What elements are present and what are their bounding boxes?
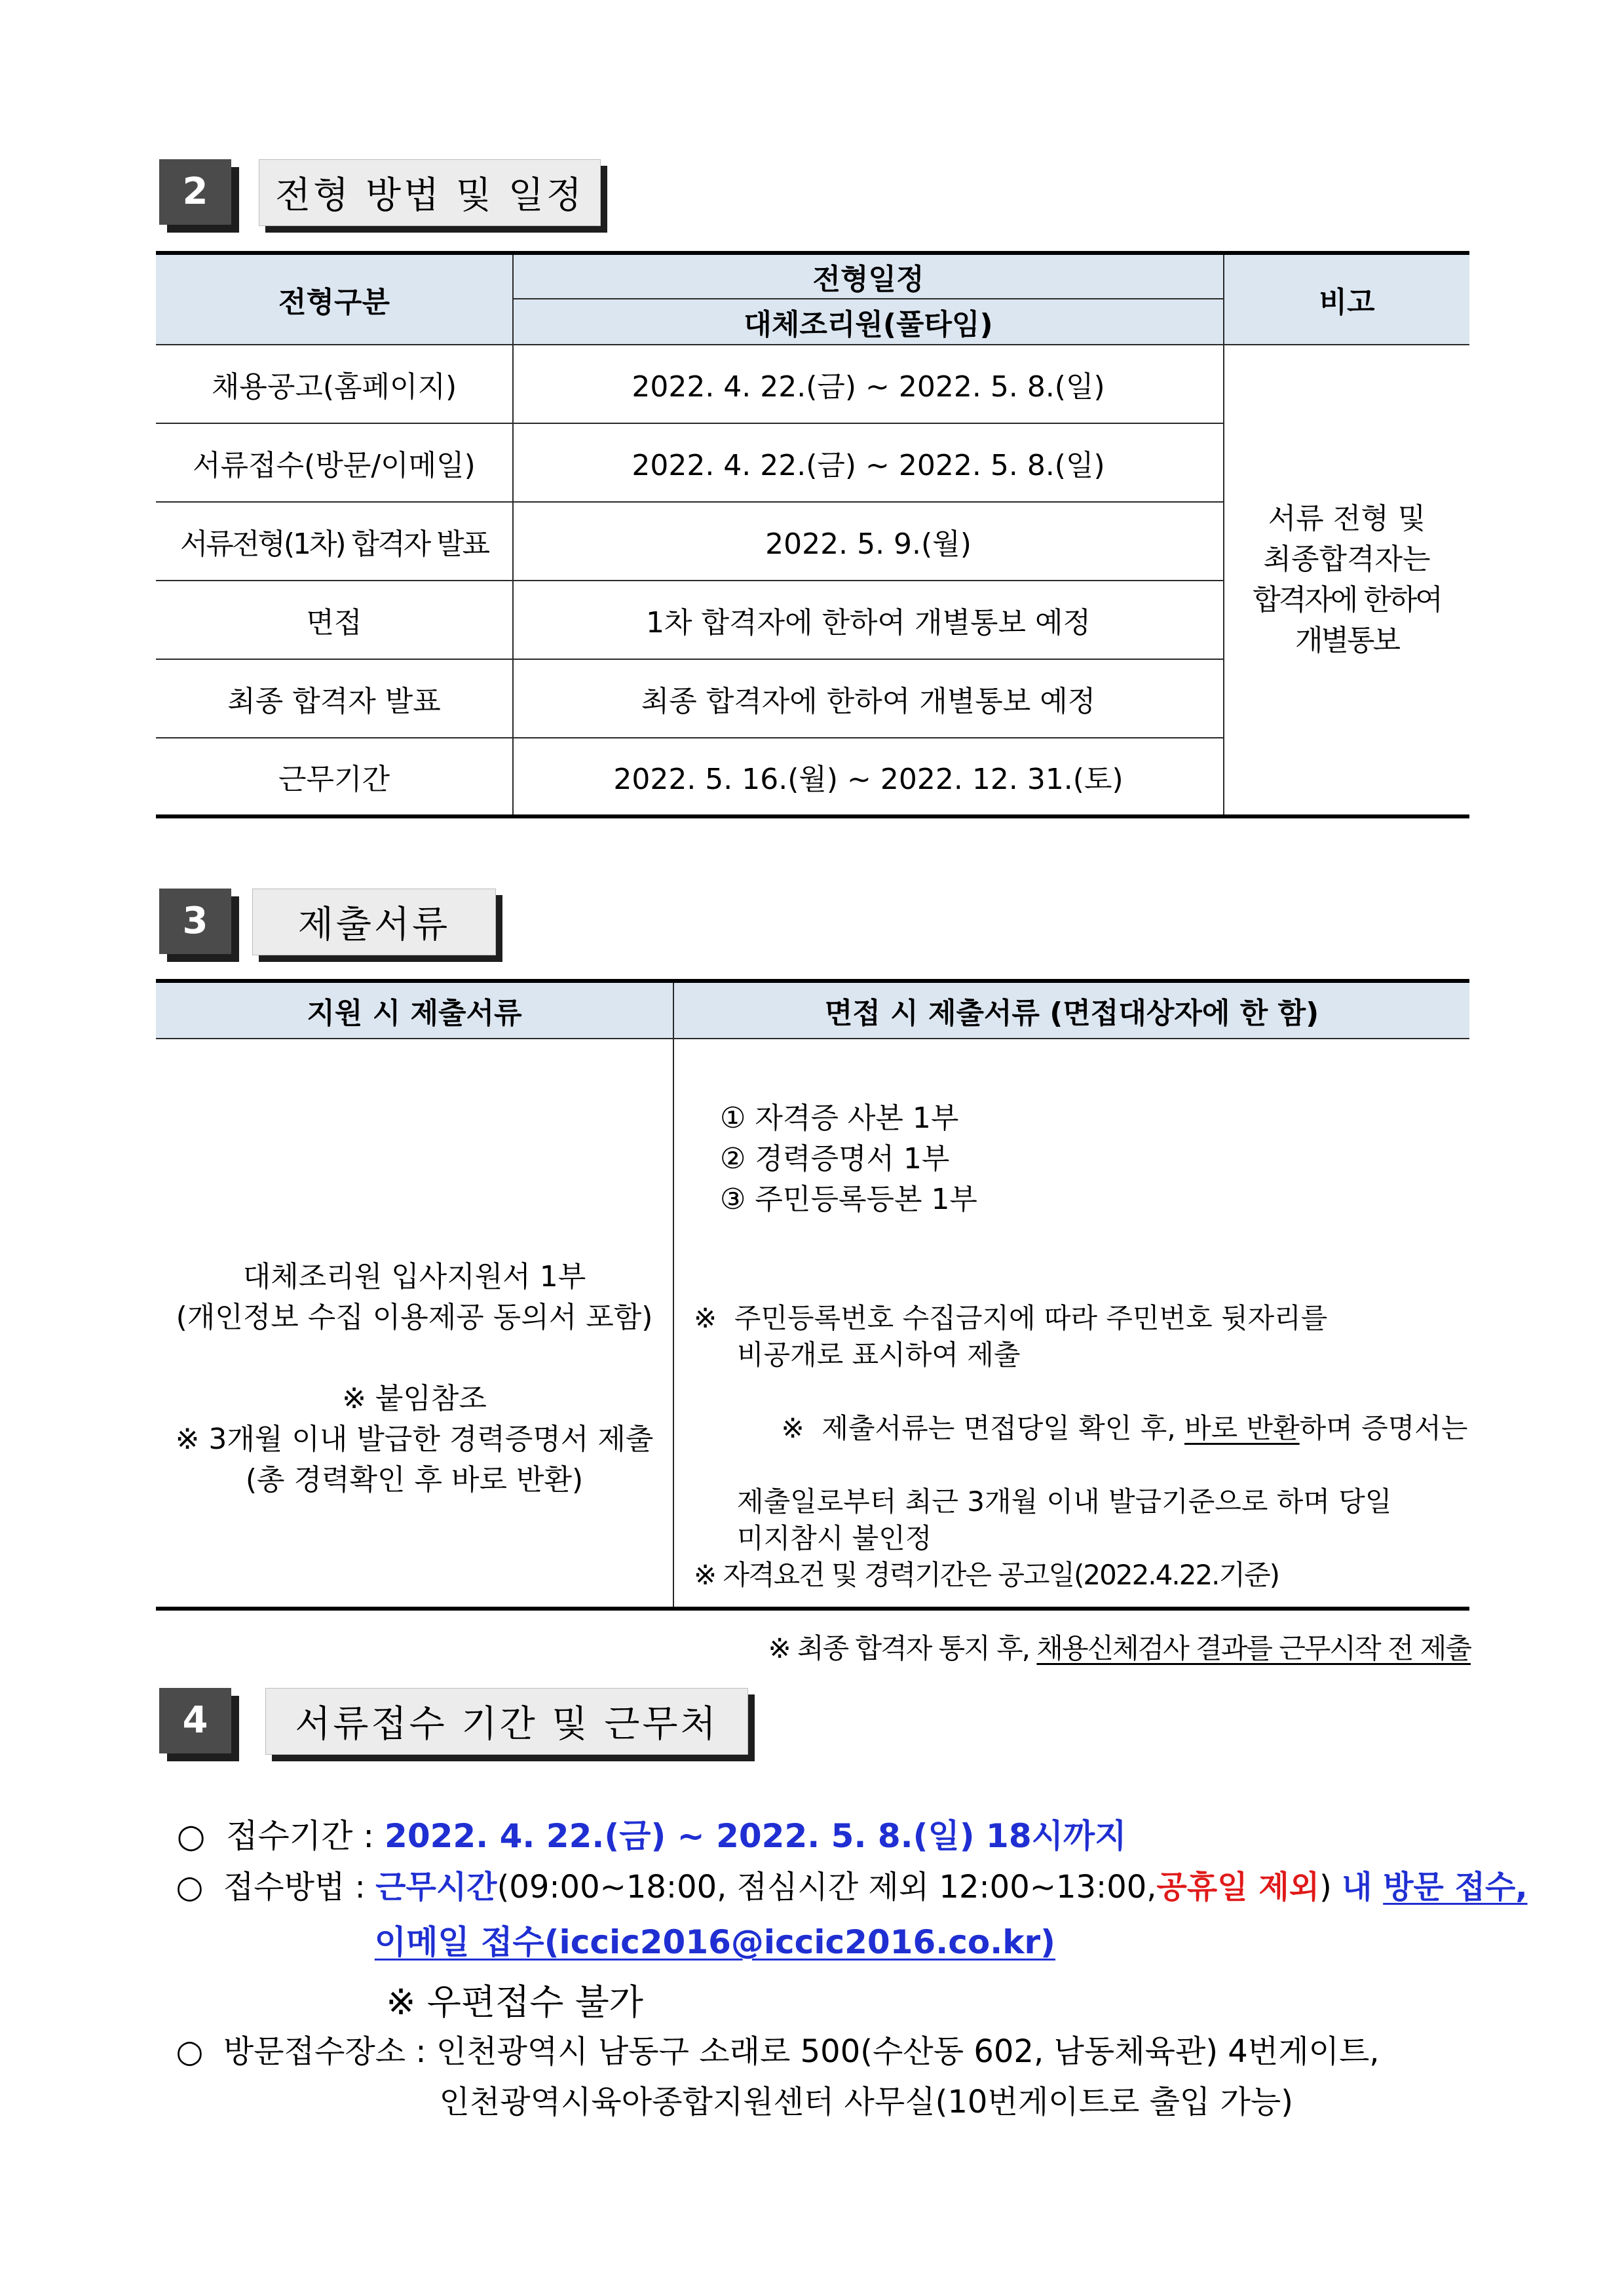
col-header-note: 비고 xyxy=(1224,253,1469,345)
method-note: ※ 우편접수 불가 xyxy=(386,1981,643,2023)
place-line-2 xyxy=(419,2040,1293,2122)
stage-cell: 서류전형(1차) 합격자 발표 xyxy=(156,502,513,581)
doc-note: 비공개로 표시하여 제출 xyxy=(737,1339,1021,1371)
apply-line: ※ 3개월 이내 발급한 경력증명서 제출 xyxy=(175,1423,654,1456)
place-line1: 인천광역시 남동구 소래로 500(수산동 602, 남동체육관) 4번게이트, xyxy=(436,2033,1380,2070)
section4-title xyxy=(265,1688,748,1755)
apply-line: ※ 붙임참조 xyxy=(342,1382,487,1415)
stage-cell: 근무기간 xyxy=(156,738,513,816)
method-label: ○ 접수방법 : xyxy=(176,1869,376,1905)
doc-note-text: ※ 최종 합격자 통지 후, xyxy=(768,1632,1037,1664)
apply-line xyxy=(156,1338,673,1379)
col-header-stage: 전형구분 xyxy=(156,253,513,345)
doc-note-text: 하며 증명서는 xyxy=(1299,1412,1468,1444)
schedule-cell: 2022. 4. 22.(금) ~ 2022. 5. 8.(일) xyxy=(513,345,1224,423)
section3-number: 3 xyxy=(159,889,231,954)
documents-table xyxy=(156,979,1471,1664)
section3-title xyxy=(252,889,496,955)
doc-note: ※ 자격요건 및 경력기간은 공고일(2022.4.22.기준) xyxy=(694,1559,1279,1591)
apply-docs-cell xyxy=(156,1039,673,1609)
method-visit-pre: 내 xyxy=(1342,1869,1384,1905)
schedule-cell: 최종 합격자에 한하여 개별통보 예정 xyxy=(513,659,1224,738)
schedule-cell: 2022. 5. 16.(월) ~ 2022. 12. 31.(토) xyxy=(513,738,1224,816)
method-holiday: 공휴일 제외 xyxy=(1156,1869,1320,1905)
doc-note xyxy=(694,1594,1471,1704)
doc-note-text: ※ 제출서류는 면접당일 확인 후, xyxy=(781,1412,1185,1444)
stage-cell: 면접 xyxy=(156,581,513,659)
doc-note-underlined: 채용신체검사 결과를 근무시작 전 제출 xyxy=(1036,1632,1471,1664)
col-header-interview-docs: 면접 시 제출서류 (면접대상자에 한 함) xyxy=(673,981,1469,1039)
col-header-apply-docs: 지원 시 제출서류 xyxy=(156,981,673,1039)
note-cell xyxy=(1224,345,1469,816)
doc-note: ※ 주민등록번호 수집금지에 따라 주민번호 뒷자리를 xyxy=(694,1302,1328,1334)
method-close: ) xyxy=(1319,1869,1342,1905)
section2-number: 2 xyxy=(159,159,231,225)
schedule-table xyxy=(156,251,1469,818)
doc-item: ① 자격증 사본 1부 xyxy=(720,1101,959,1135)
note-line: 개별통보 xyxy=(1294,624,1399,657)
section2-title-text: 전형 방법 및 일정 xyxy=(274,174,585,217)
place-line2: 인천광역시육아종합지원센터 사무실(10번게이트로 출입 가능) xyxy=(439,2084,1294,2120)
place-label: ○ 방문접수장소 : xyxy=(176,2033,436,2070)
schedule-cell: 1차 합격자에 한하여 개별통보 예정 xyxy=(513,581,1224,659)
apply-line: (개인정보 수집 이용제공 동의서 포함) xyxy=(176,1301,653,1334)
doc-note: 미지참시 불인정 xyxy=(737,1522,932,1554)
section2-title xyxy=(259,159,601,226)
note-line: 서류 전형 및 xyxy=(1268,502,1426,535)
interview-docs-cell xyxy=(673,1039,1471,1664)
schedule-cell: 2022. 5. 9.(월) xyxy=(513,502,1224,581)
apply-line: 대체조리원 입사지원서 1부 xyxy=(242,1260,586,1293)
period-value: 2022. 4. 22.(금) ~ 2022. 5. 8.(일) 18시까지 xyxy=(385,1817,1127,1855)
schedule-cell: 2022. 4. 22.(금) ~ 2022. 5. 8.(일) xyxy=(513,423,1224,502)
apply-line: (총 경력확인 후 바로 반환) xyxy=(245,1463,584,1497)
method-visit: 방문 접수, xyxy=(1383,1869,1528,1905)
note-line: 최종합격자는 xyxy=(1263,543,1431,576)
col-subheader-schedule: 대체조리원(풀타임) xyxy=(513,299,1224,345)
section4-title-text: 서류접수 기간 및 근무처 xyxy=(295,1703,719,1746)
period-label: ○ 접수기간 : xyxy=(176,1817,385,1855)
col-header-schedule: 전형일정 xyxy=(513,253,1224,299)
stage-cell: 서류접수(방문/이메일) xyxy=(156,423,513,502)
method-email[interactable]: 이메일 접수(iccic2016@iccic2016.co.kr) xyxy=(374,1923,1056,1961)
method-hours-detail: (09:00~18:00, 점심시간 제외 12:00~13:00, xyxy=(497,1869,1157,1905)
table-row xyxy=(156,345,1469,423)
doc-note xyxy=(694,1373,1471,1483)
method-hours-label: 근무시간 xyxy=(375,1869,497,1905)
section4-number: 4 xyxy=(159,1688,231,1753)
stage-cell: 최종 합격자 발표 xyxy=(156,659,513,738)
doc-item: ② 경력증명서 1부 xyxy=(720,1142,950,1176)
doc-note: 제출일로부터 최근 3개월 이내 발급기준으로 하며 당일 xyxy=(737,1485,1392,1518)
note-line: 합격자에 한하여 xyxy=(1253,583,1441,617)
stage-cell: 채용공고(홈페이지) xyxy=(156,345,513,423)
section3-title-text: 제출서류 xyxy=(297,904,451,946)
doc-item: ③ 주민등록등본 1부 xyxy=(720,1183,977,1216)
doc-note-underlined: 바로 반환 xyxy=(1184,1412,1300,1444)
